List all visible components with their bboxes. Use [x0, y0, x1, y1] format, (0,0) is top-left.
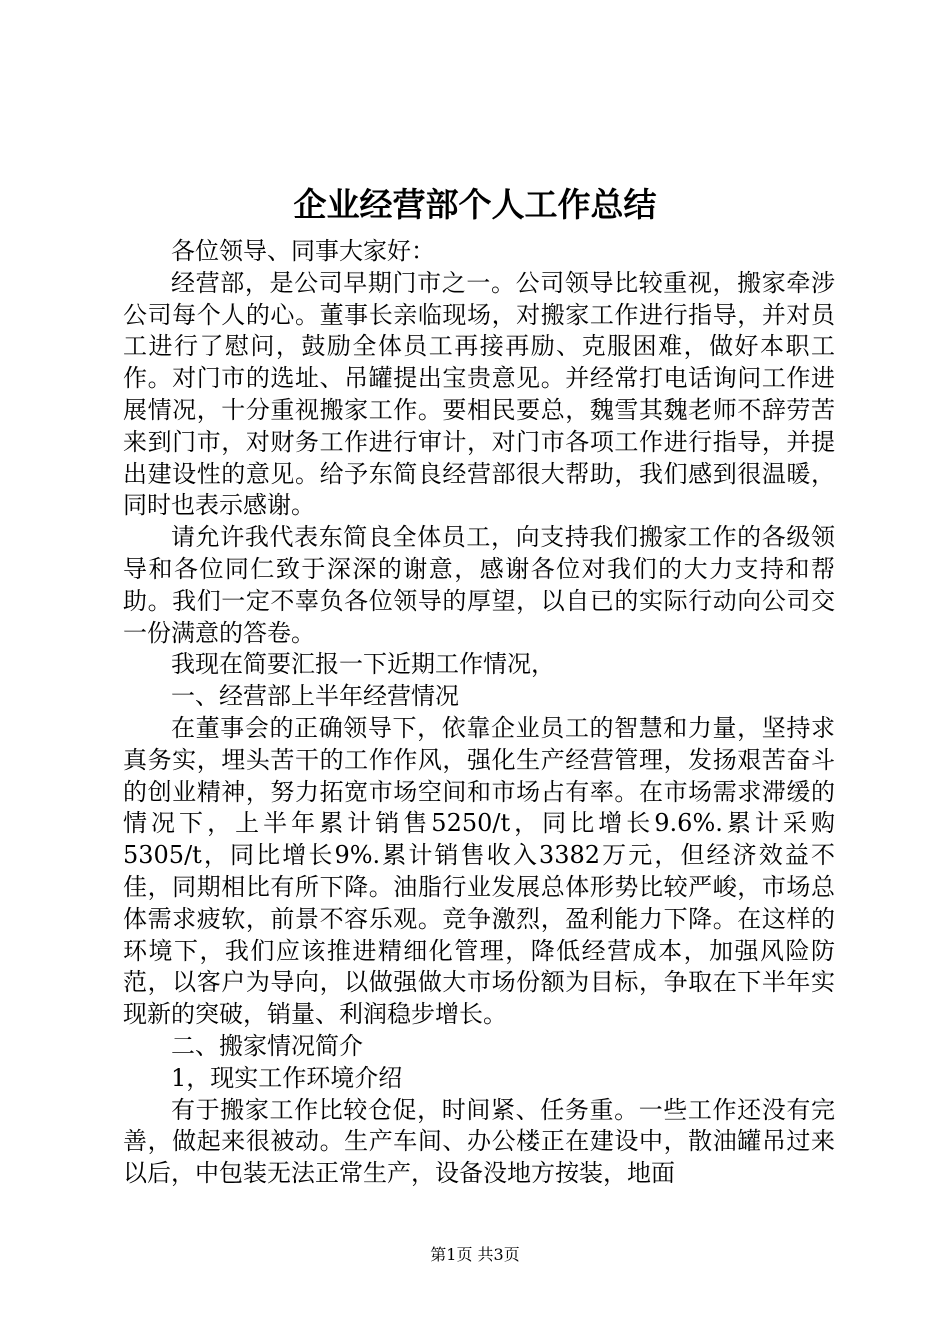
- body-paragraph: 我现在简要汇报一下近期工作情况，: [171, 650, 555, 679]
- body-paragraph: 在董事会的正确领导下，依靠企业员工的智慧和力量，坚持求真务实，埋头苦干的工作作风，强化生产经营管理，发扬艰苦奋斗的创业精神，努力拓宽市场空间和市场占有率。在市场需求滞缓的情况下，上半年累计销售5250/t，同比增长9.6%.累计采购5305/t，同比增长9%.累计销售收入3382万元，但经济效益不佳，同期相比有所下降。油脂行业发展总体形势比较严峻，市场总体需求疲软，前景不容乐观。竞争激烈，盈利能力下降。在这样的环境下，我们应该推进精细化管理，降低经营成本，加强风险防范，以客户为导向，以做强做大市场份额为目标，争取在下半年实现新的突破，销量、利润稳步增长。: [123, 713, 835, 1029]
- greeting-paragraph: 各位领导、同事大家好：: [171, 237, 435, 265]
- section-heading: 二、搬家情况简介: [171, 1031, 363, 1060]
- body-paragraph: 有于搬家工作比较仓促，时间紧、任务重。一些工作还没有完善，做起来很被动。生产车间、办公楼正在建设中，散油罐吊过来以后，中包装无法正常生产，设备没地方按装，地面: [123, 1095, 835, 1188]
- section-heading: 一、经营部上半年经营情况: [171, 682, 459, 711]
- subsection-heading: 1，现实工作环境介绍: [171, 1063, 403, 1092]
- page-number-footer: 第1页 共3页: [430, 1245, 520, 1264]
- body-paragraph: 请允许我代表东简良全体员工，向支持我们搬家工作的各级领导和各位同仁致于深深的谢意，感谢各位对我们的大力支持和帮助。我们一定不辜负各位领导的厚望，以自已的实际行动向公司交一份满意的答卷。: [123, 523, 835, 647]
- body-paragraph: 经营部，是公司早期门市之一。公司领导比较重视，搬家牵涉公司每个人的心。董事长亲临现场，对搬家工作进行指导，并对员工进行了慰问，鼓励全体员工再接再励、克服困难，做好本职工作。对门市的选址、吊罐提出宝贵意见。并经常打电话询问工作进展情况，十分重视搬家工作。要相民要总，魏雪其魏老师不辞劳苦来到门市，对财务工作进行审计，对门市各项工作进行指导，并提出建设性的意见。给予东简良经营部很大帮助，我们感到很温暖，同时也表示感谢。: [123, 268, 835, 520]
- document-body: [123, 236, 835, 1190]
- document-title: 企业经营部个人工作总结: [293, 185, 657, 224]
